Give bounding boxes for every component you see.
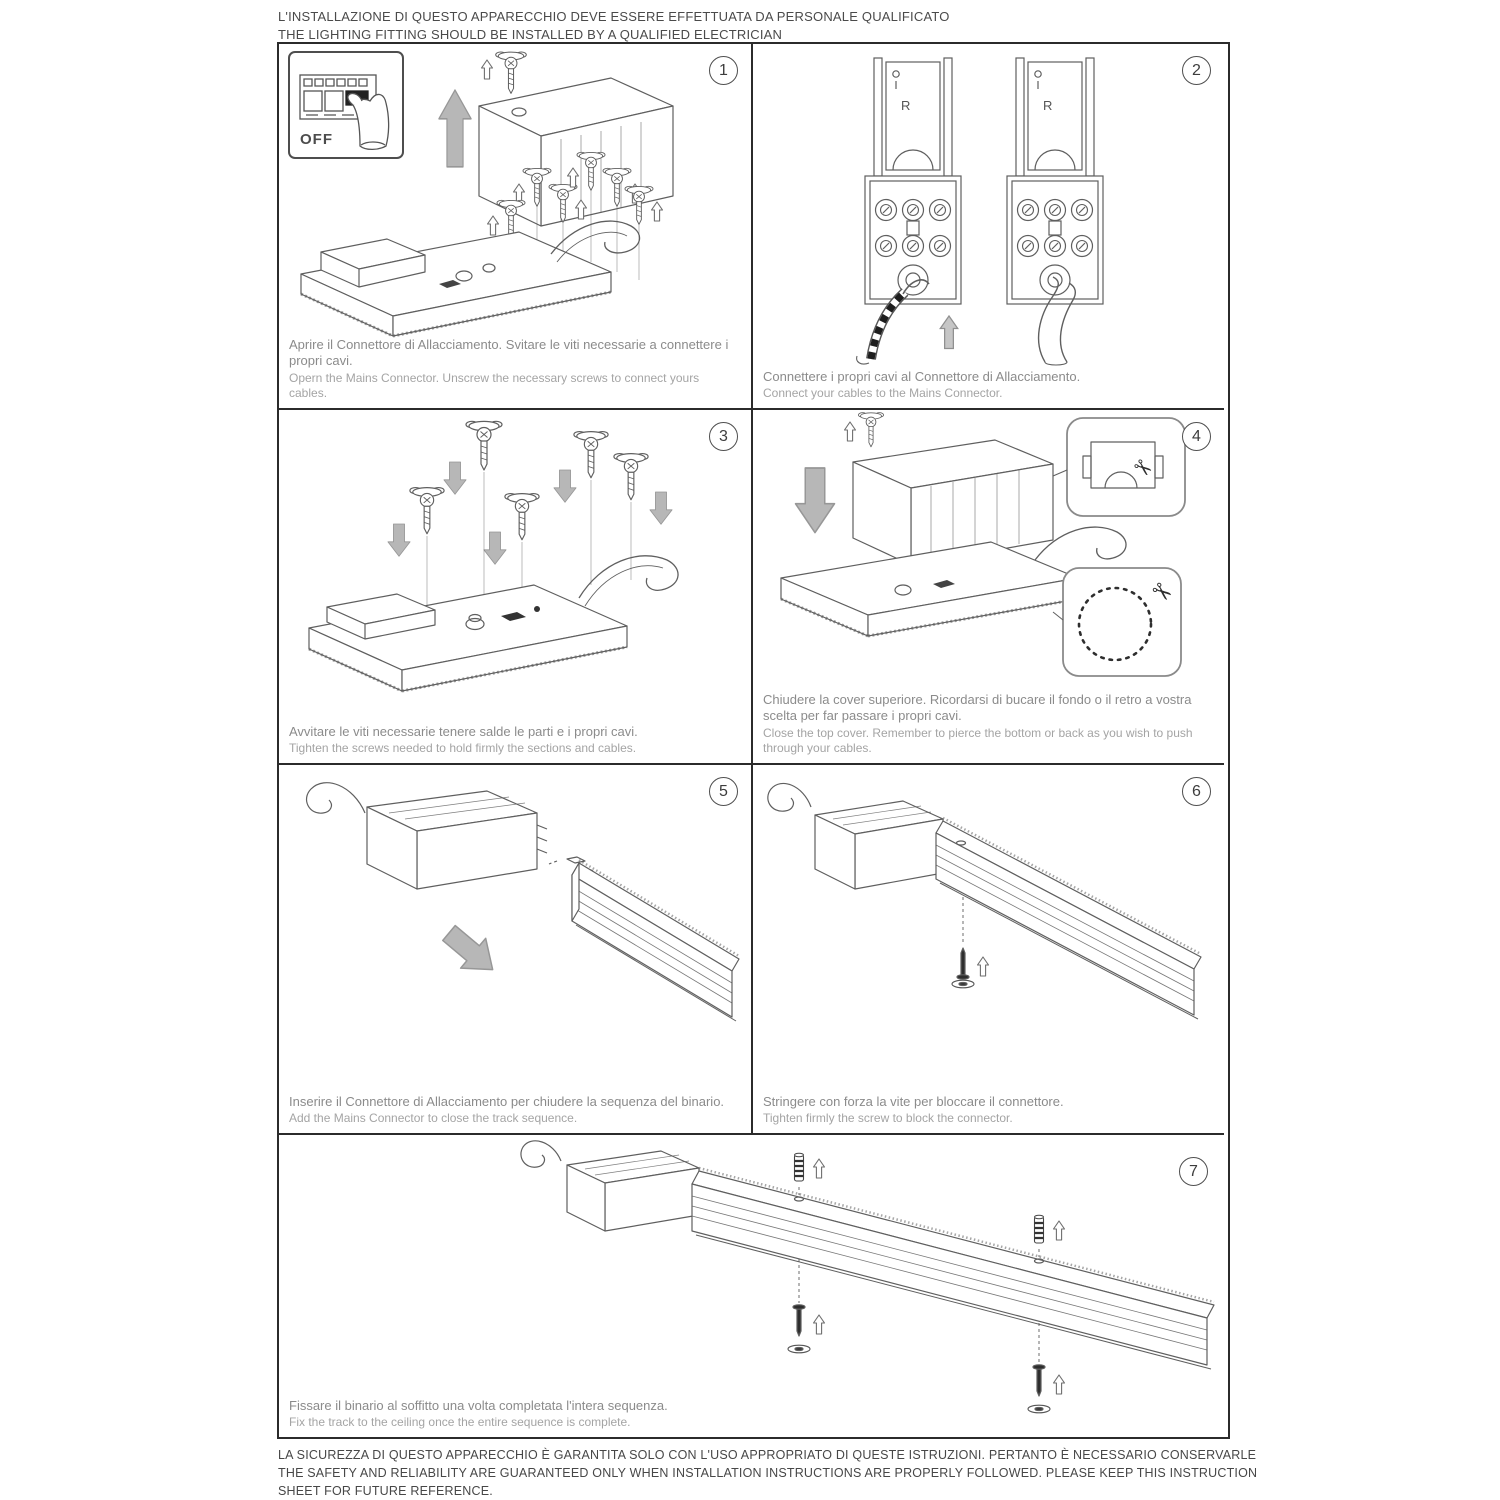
panel-4-illustration [753, 410, 1224, 695]
step-caption [289, 724, 737, 757]
insert-arrow-icon [436, 918, 505, 985]
panel-step-6 [753, 765, 1224, 1135]
step-number-badge: 2 [1182, 56, 1211, 85]
terminal-label: R [1043, 98, 1053, 113]
step-number-badge: 7 [1179, 1157, 1208, 1186]
cable-grip-hook [521, 1141, 561, 1167]
washer-icon [788, 1345, 810, 1353]
mounting-screw-icon [1033, 1365, 1045, 1396]
caption-it: Aprire il Connettore di Allacciamento. Svitare le viti necessarie a connettere i propri cavi. [289, 337, 729, 369]
panel-7-illustration [279, 1135, 1224, 1425]
panel-step-7 [279, 1135, 1224, 1437]
scissors-icon: ✂ [1127, 452, 1158, 484]
big-gray-down-arrow-icon [796, 468, 835, 533]
sheet-footer [278, 1446, 1257, 1500]
footer-line-it: LA SICUREZZA DI QUESTO APPARECCHIO È GARANTITA SOLO CON L'USO APPROPRIATO DI QUESTE ISTRUZIONI. PERTANTO È NECESSARIO CONSERVARLE [278, 1448, 1257, 1462]
small-up-arrow-icon [845, 422, 856, 441]
caption-it: Inserire il Connettore di Allacciamento per chiudere la sequenza del binario. [289, 1094, 725, 1110]
small-up-arrow-icon [814, 1159, 825, 1178]
wall-plug-icon [795, 1153, 804, 1181]
step-caption [289, 1398, 1210, 1431]
instruction-grid [277, 42, 1230, 1439]
small-up-arrow-icon [978, 957, 989, 976]
knockout-back-callout [1067, 418, 1185, 516]
step-number-badge: 1 [709, 56, 738, 85]
mounting-screw-icon [957, 948, 969, 979]
caption-it: Fissare il binario al soffitto una volta completata l'intera sequenza. [289, 1398, 668, 1414]
small-up-arrow-icon [482, 60, 493, 79]
panel-step-4 [753, 410, 1224, 765]
panel-5-illustration [279, 765, 753, 1085]
step-caption [289, 337, 737, 402]
step-caption [763, 692, 1210, 757]
big-gray-down-arrow-icon [444, 462, 466, 494]
panel-3-illustration [279, 410, 753, 710]
mains-connector-view [1007, 58, 1103, 304]
cable-grip-hook [307, 783, 365, 813]
washer-icon [952, 980, 974, 988]
step-caption [763, 369, 1210, 402]
wall-plug-icon [1035, 1215, 1044, 1243]
step-number-badge: 3 [709, 422, 738, 451]
caption-en: Opern the Mains Connector. Unscrew the necessary screws to connect yours cables. [289, 370, 700, 401]
big-gray-up-arrow-icon [439, 90, 471, 167]
power-off-callout [288, 51, 404, 159]
panel-step-2 [753, 44, 1224, 410]
footer-line-en-2: SHEET FOR FUTURE REFERENCE. [278, 1484, 493, 1499]
caption-en: Fix the track to the ceiling once the entire sequence is complete. [289, 1415, 631, 1430]
off-label: OFF [300, 131, 333, 148]
header-line-it: L'INSTALLAZIONE DI QUESTO APPARECCHIO DEVE ESSERE EFFETTUATA DA PERSONALE QUALIFICATO [278, 9, 950, 24]
caption-en: Tighten firmly the screw to block the connector. [763, 1111, 1013, 1126]
footer-line-en-1: THE SAFETY AND RELIABILITY ARE GUARANTEED ONLY WHEN INSTALLATION INSTRUCTIONS ARE PROPERLY FOLLOWED. PLEASE KEEP THIS INSTRUCTION [278, 1466, 1258, 1481]
step-caption [289, 1094, 737, 1127]
caption-it: Stringere con forza la vite per bloccare il connettore. [763, 1094, 1064, 1110]
wing-screw-icon [858, 413, 883, 447]
header-line-en: THE LIGHTING FITTING SHOULD BE INSTALLED BY A QUALIFIED ELECTRICIAN [278, 27, 783, 43]
mains-connector-view [865, 58, 961, 304]
panel-2-illustration [753, 44, 1224, 366]
sheet-header [278, 8, 950, 44]
panel-step-1 [279, 44, 753, 410]
mounting-screw-icon [793, 1305, 805, 1336]
cable-grip-hook [768, 783, 811, 811]
small-up-arrow-icon [940, 316, 958, 349]
caption-en: Tighten the screws needed to hold firmly the sections and cables. [289, 741, 637, 756]
caption-en: Close the top cover. Remember to pierce the bottom or back as you wish to push through your cables. [763, 725, 1193, 756]
step-number-badge: 5 [709, 777, 738, 806]
step-number-badge: 6 [1182, 777, 1211, 806]
caption-en: Connect your cables to the Mains Connector. [763, 386, 1003, 401]
caption-en: Add the Mains Connector to close the track sequence. [289, 1111, 578, 1126]
caption-it: Avvitare le viti necessarie tenere salde le parti e i propri cavi. [289, 724, 638, 740]
scissors-icon: ✂ [1145, 575, 1178, 610]
step-number-badge: 4 [1182, 422, 1211, 451]
wing-screw-icon [496, 52, 527, 93]
panel-6-illustration [753, 765, 1224, 1085]
knockout-bottom-callout [1063, 568, 1181, 676]
wing-screw-icon [466, 421, 502, 470]
caption-it: Connettere i propri cavi al Connettore di Allacciamento. [763, 369, 1081, 385]
panel-step-5 [279, 765, 753, 1135]
panel-step-3 [279, 410, 753, 765]
caption-it: Chiudere la cover superiore. Ricordarsi di bucare il fondo o il retro a vostra scelta per far passare i propri cavi. [763, 692, 1192, 724]
step-caption [763, 1094, 1210, 1127]
terminal-label: R [901, 98, 911, 113]
